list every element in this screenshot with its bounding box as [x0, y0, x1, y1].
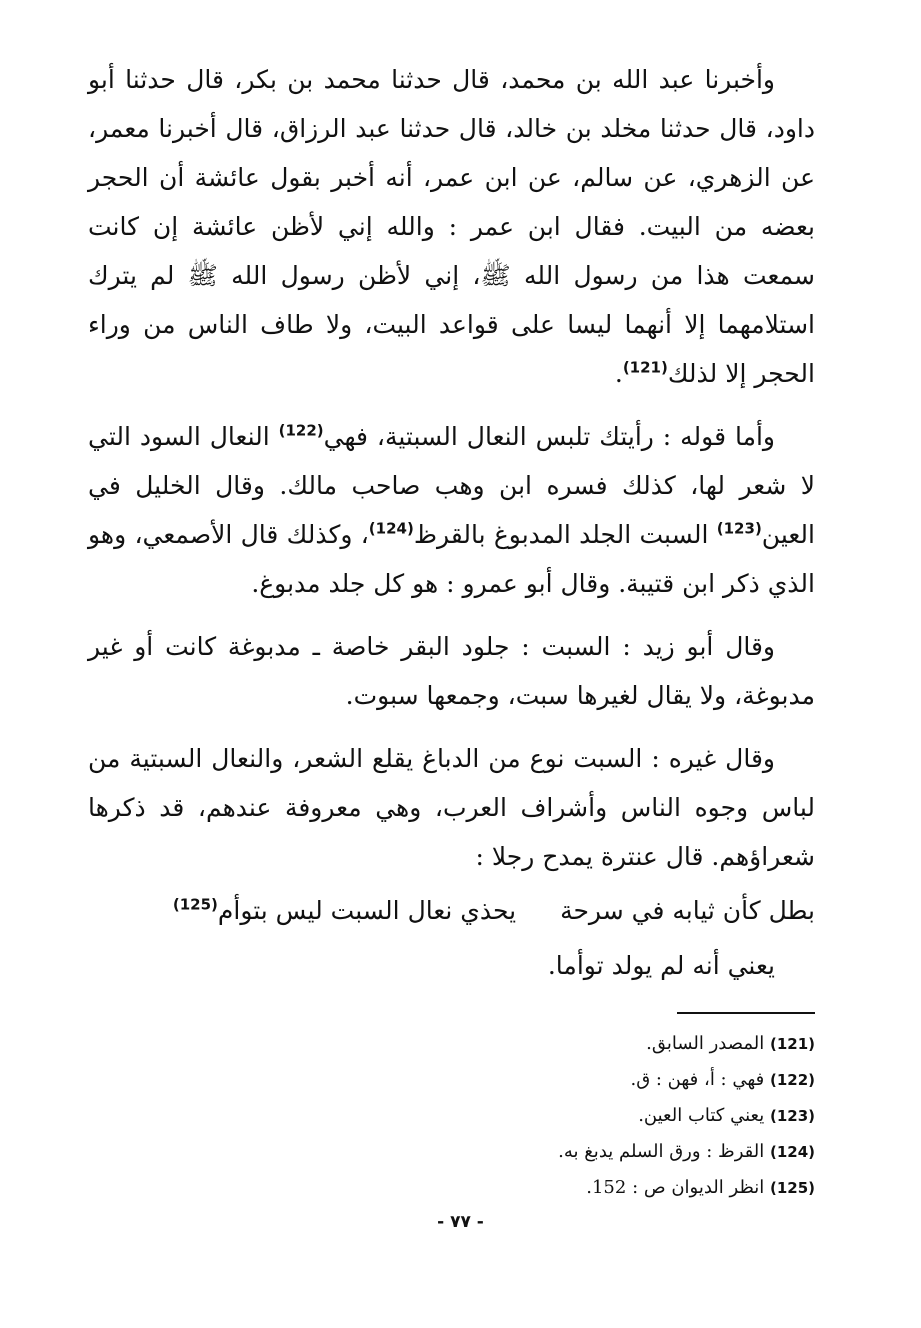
footnote-text: القرظ : ورق السلم يدبغ به. — [558, 1141, 765, 1162]
paragraph-2-part3: السبت الجلد المدبوغ بالقرظ — [413, 520, 717, 549]
paragraph-4 — [88, 734, 815, 881]
footnote-125 — [88, 1170, 815, 1206]
paragraph-3 — [88, 622, 815, 720]
footnote-123 — [88, 1098, 815, 1134]
verse-explanation: يعني أنه لم يولد توأما. — [547, 951, 775, 980]
footnote-number: (125) — [769, 1179, 815, 1197]
footnote-ref-124[interactable]: (124) — [368, 519, 414, 538]
footnote-text: المصدر السابق. — [646, 1033, 765, 1054]
footnote-ref-123[interactable]: (123) — [716, 519, 762, 538]
verse-hemistich-1: بطل كأن ثيابه في سرحة — [560, 896, 815, 925]
paragraph-4-text: وقال غيره : السبت نوع من الدباغ يقلع الشعر، والنعال السبتية من لباس وجوه الناس وأشراف العرب، وهي معروفة عندهم، قد ذكرها شعراؤهم. قال عنترة يمدح رجلا : — [88, 744, 815, 871]
paragraph-3-text: وقال أبو زيد : السبت : جلود البقر خاصة ـ مدبوغة كانت أو غير مدبوغة، ولا يقال لغيرها سبت، وجمعها سبوت. — [88, 632, 815, 710]
paragraph-1 — [88, 55, 815, 398]
verse-hemistich-2: يحذي نعال السبت ليس بتوأم — [217, 896, 517, 925]
footnote-text: يعني كتاب العين. — [638, 1105, 765, 1126]
footnote-ref-125[interactable]: (125) — [172, 895, 218, 914]
footnote-ref-121[interactable]: (121) — [622, 358, 668, 377]
paragraph-2-part2: النعال السود التي لا شعر لها، كذلك فسره ابن وهب صاحب مالك. وقال الخليل في العين — [88, 422, 815, 549]
footnote-text: فهي : أ، فهن : ق. — [630, 1069, 765, 1090]
footnote-ref-122[interactable]: (122) — [278, 421, 324, 440]
footnote-number: (122) — [769, 1071, 815, 1089]
footnote-number: (124) — [769, 1143, 815, 1161]
footnote-124 — [88, 1134, 815, 1170]
poetry-verse — [88, 881, 815, 941]
paragraph-2-part4: ، وكذلك قال الأصمعي، وهو الذي ذكر ابن قتيبة. وقال أبو عمرو : هو كل جلد مدبوغ. — [88, 520, 815, 598]
footnote-122 — [88, 1062, 815, 1098]
paragraph-1-text: وأخبرنا عبد الله بن محمد، قال حدثنا محمد بن بكر، قال حدثنا أبو داود، قال حدثنا مخلد بن خالد، قال حدثنا عبد الرزاق، قال أخبرنا معمر، عن الزهري، عن سالم، عن ابن عمر، أنه أخبر بقول عائشة أن الحجر بعضه من البيت. فقال ابن عمر : والله إني لأظن عائشة إن كانت سمعت هذا من رسول الله ﷺ، إني لأظن رسول الله ﷺ لم يترك استلامهما إلا أنهما ليسا على قواعد البيت، ولا طاف الناس من وراء الحجر إلا لذلك — [88, 65, 815, 388]
paragraph-2-part1: وأما قوله : رأيتك تلبس النعال السبتية، فهي — [323, 422, 775, 451]
paragraph-1-tail: . — [614, 359, 623, 388]
footnote-text: انظر الديوان ص : 152. — [586, 1177, 765, 1198]
footnote-number: (123) — [769, 1107, 815, 1125]
page-number: - ٧٧ - — [437, 1212, 484, 1232]
page-body — [88, 55, 815, 1328]
footnote-divider — [677, 1012, 815, 1014]
footnotes — [88, 1026, 815, 1206]
footnote-number: (121) — [769, 1035, 815, 1053]
paragraph-2 — [88, 412, 815, 608]
footnote-121 — [88, 1026, 815, 1062]
